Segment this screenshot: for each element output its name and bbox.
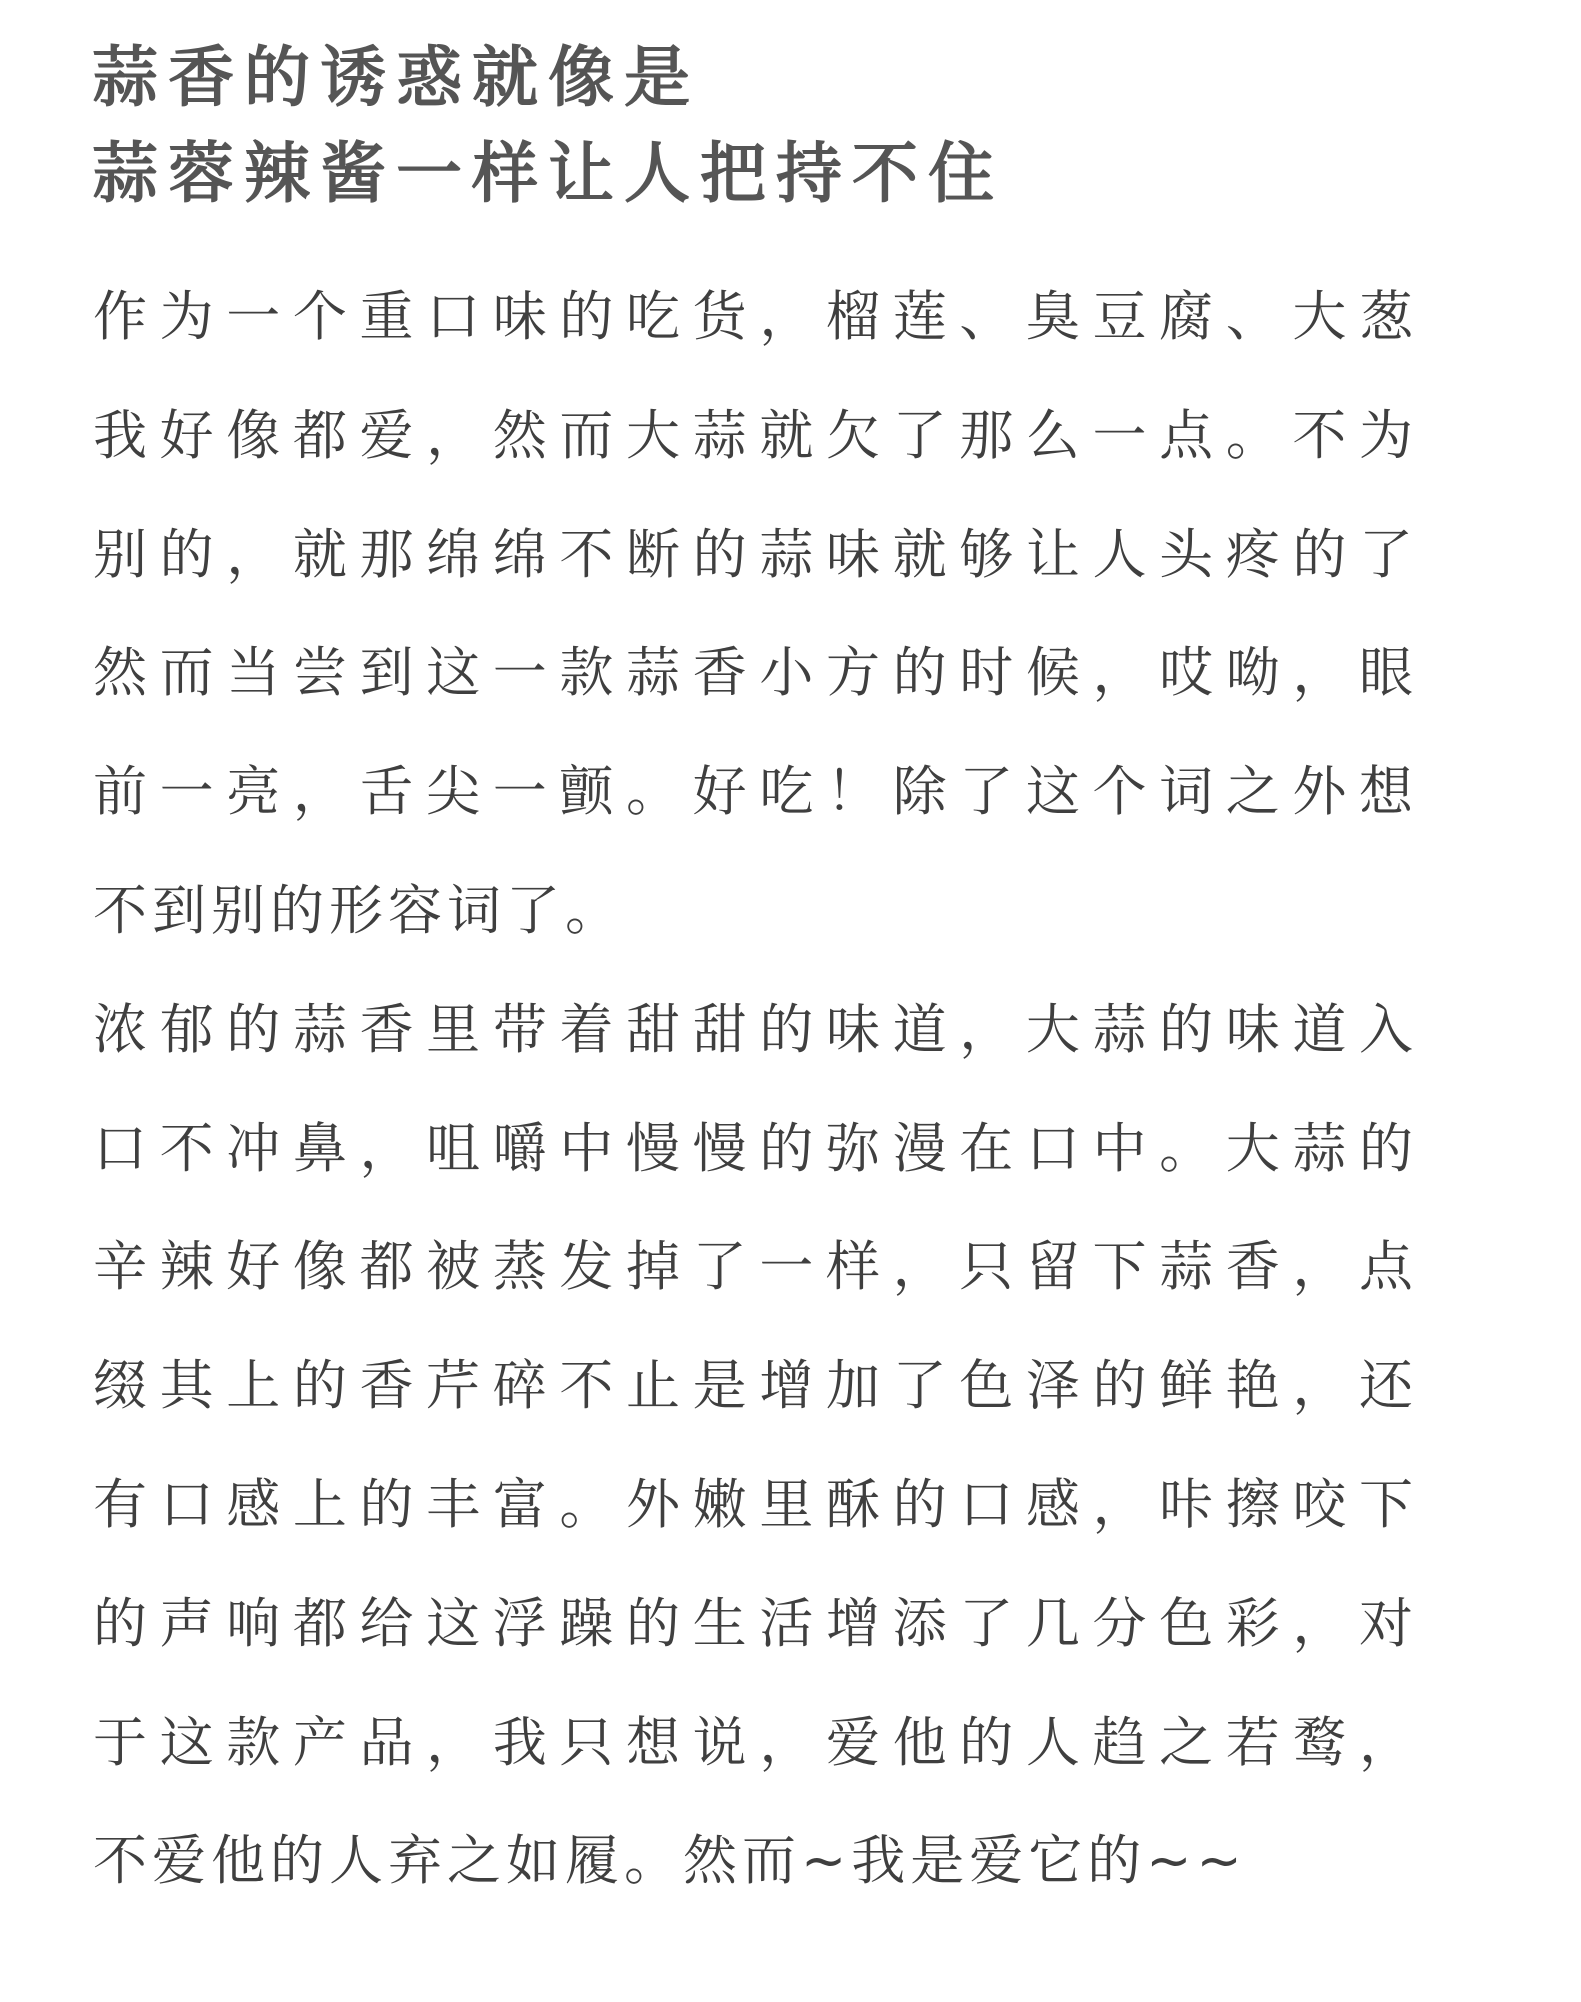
body-line: 别的，就那绵绵不断的蒜味就够让人头疼的了 [93,522,1413,586]
body-line: 不到别的形容词了。 [93,878,624,942]
body-line: 缀其上的香芹碎不止是增加了色泽的鲜艳，还 [93,1354,1413,1418]
body-line: 的声响都给这浮躁的生活增添了几分色彩，对 [93,1591,1413,1655]
article-body [93,258,1413,1921]
body-line: 辛辣好像都被蒸发掉了一样，只留下蒜香，点 [93,1235,1413,1299]
title-line-2: 蒜蓉辣酱一样让人把持不住 [92,135,1004,212]
body-line: 于这款产品，我只想说，爱他的人趋之若鹜， [93,1710,1413,1774]
body-line: 不爱他的人弃之如履。然而~我是爱它的~~ [93,1829,1247,1893]
body-line: 作为一个重口味的吃货，榴莲、臭豆腐、大葱 [93,285,1413,348]
body-line: 前一亮，舌尖一颤。好吃！除了这个词之外想 [93,760,1413,824]
body-line: 我好像都爱，然而大蒜就欠了那么一点。不为 [93,403,1413,467]
body-line: 口不冲鼻，咀嚼中慢慢的弥漫在口中。大蒜的 [93,1116,1413,1180]
body-line: 然而当尝到这一款蒜香小方的时候，哎呦，眼 [93,641,1413,705]
title-line-1: 蒜香的诱惑就像是 [92,39,700,116]
body-line: 有口感上的丰富。外嫩里酥的口感，咔擦咬下 [93,1472,1413,1536]
body-line: 浓郁的蒜香里带着甜甜的味道，大蒜的味道入 [93,997,1413,1061]
article-title [92,30,1004,222]
